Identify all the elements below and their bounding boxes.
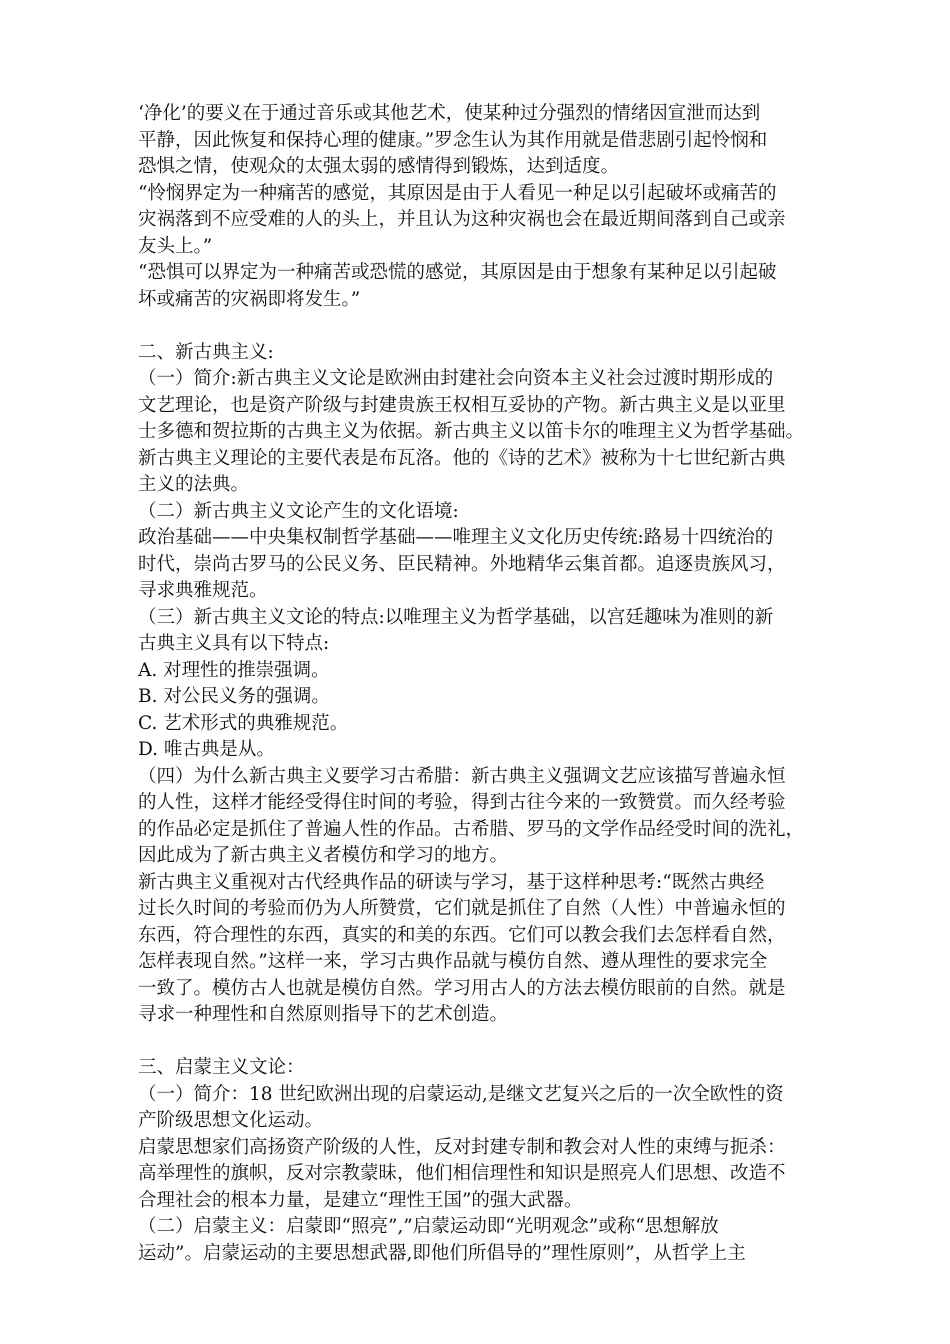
text-line: 士多德和贺拉斯的古典主义为依据。新古典主义以笛卡尔的唯理主义为哲学基础。 bbox=[138, 421, 805, 442]
text-line: 的作品必定是抓住了普遍人性的作品。古希腊、罗马的文学作品经受时间的洗礼， bbox=[138, 818, 805, 840]
text-line: 产阶级思想文化运动。 bbox=[138, 1110, 324, 1131]
text-line: 寻求典雅规范。 bbox=[138, 580, 268, 601]
blank-line bbox=[138, 1029, 838, 1056]
text-line: 新古典主义理论的主要代表是布瓦洛。他的《诗的艺术》被称为十七世纪新古典 bbox=[138, 447, 786, 469]
text-line: 恐惧之情，使观众的太强太弱的感情得到锻炼，达到适度。 bbox=[138, 156, 620, 177]
text-line: 二、新古典主义: bbox=[138, 341, 274, 363]
text-line: D. 唯古典是从。 bbox=[138, 739, 275, 760]
text-line: 启蒙思想家们高扬资产阶级的人性，反对封建专制和教会对人性的束缚与扼杀： bbox=[138, 1136, 786, 1158]
document-body bbox=[138, 101, 838, 1267]
text-line: 三、启蒙主义文论： bbox=[138, 1057, 305, 1078]
text-line: 文艺理论，也是资产阶级与封建贵族王权相互妥协的产物。新古典主义是以亚里 bbox=[138, 394, 786, 416]
text-line: A. 对理性的推崇强调。 bbox=[138, 659, 330, 681]
text-line: （一）简介:新古典主义文论是欧洲由封建社会向资本主义社会过渡时期形成的 bbox=[138, 368, 774, 389]
text-line: 新古典主义重视对古代经典作品的研读与学习，基于这样种思考:“既然古典经 bbox=[138, 871, 765, 893]
text-line: 坏或痛苦的灾祸即将发生。” bbox=[138, 288, 361, 310]
text-line: 怎样表现自然。”这样一来，学习古典作品就与模仿自然、遵从理性的要求完全 bbox=[138, 951, 768, 972]
text-line: 因此成为了新古典主义者模仿和学习的地方。 bbox=[138, 845, 509, 866]
text-line: 的人性，这样才能经受得住时间的考验，得到古往今来的一致赞赏。而久经考验 bbox=[138, 792, 786, 813]
blank-line bbox=[138, 313, 838, 340]
text-line: “恐惧可以界定为一种痛苦或恐慌的感觉，其原因是由于想象有某种足以引起破 bbox=[138, 262, 777, 283]
text-line: 高举理性的旗帜，反对宗教蒙昧，他们相信理性和知识是照亮人们思想、改造不 bbox=[138, 1163, 786, 1184]
text-line: （一）简介：18 世纪欧洲出现的启蒙运动,是继文艺复兴之后的一次全欧性的资 bbox=[138, 1083, 784, 1105]
text-line: （二）新古典主义文论产生的文化语境: bbox=[138, 500, 459, 522]
text-line: 平静，因此恢复和保持心理的健康。”罗念生认为其作用就是借悲剧引起怜悯和 bbox=[138, 129, 768, 151]
text-line: 灾祸落到不应受难的人的头上，并且认为这种灾祸也会在最近期间落到自己或亲 bbox=[138, 209, 786, 230]
text-line: （四）为什么新古典主义要学习古希腊：新古典主义强调文艺应该描写普遍永恒 bbox=[138, 765, 786, 787]
text-line: 主义的法典。 bbox=[138, 474, 250, 495]
text-line: 时代，崇尚古罗马的公民义务、臣民精神。外地精华云集首都。追逐贵族风习， bbox=[138, 553, 786, 575]
text-line: “怜悯界定为一种痛苦的感觉，其原因是由于人看见一种足以引起破坏或痛苦的 bbox=[138, 182, 777, 204]
text-line: 政治基础——中央集权制哲学基础——唯理主义文化历史传统:路易十四统治的 bbox=[138, 527, 774, 548]
text-line: 古典主义具有以下特点: bbox=[138, 633, 330, 654]
text-line: B. 对公民义务的强调。 bbox=[138, 686, 330, 707]
text-line: 寻求一种理性和自然原则指导下的艺术创造。 bbox=[138, 1004, 509, 1025]
text-line: 东西，符合理性的东西，真实的和美的东西。它们可以教会我们去怎样看自然， bbox=[138, 924, 786, 946]
text-line: 友头上。” bbox=[138, 235, 213, 257]
text-line: ‘净化’的要义在于通过音乐或其他艺术，使某种过分强烈的情绪因宣泄而达到 bbox=[138, 103, 761, 124]
text-line: （三）新古典主义文论的特点:以唯理主义为哲学基础，以宫廷趣味为准则的新 bbox=[138, 606, 774, 628]
text-line: 一致了。模仿古人也就是模仿自然。学习用古人的方法去模仿眼前的自然。就是 bbox=[138, 977, 786, 999]
text-line: 合理社会的根本力量，是建立“理性王国”的强大武器。 bbox=[138, 1189, 583, 1211]
text-line: （二）启蒙主义：启蒙即“照亮”,”启蒙运动即“光明观念”或称“思想解放 bbox=[138, 1216, 719, 1237]
text-line: 运动”。启蒙运动的主要思想武器,即他们所倡导的”理性原则”，从哲学上主 bbox=[138, 1242, 746, 1264]
text-line: C. 艺术形式的典雅规范。 bbox=[138, 712, 349, 734]
text-line: 过长久时间的考验而仍为人所赞赏，它们就是抓住了自然（人性）中普遍永恒的 bbox=[138, 898, 786, 919]
